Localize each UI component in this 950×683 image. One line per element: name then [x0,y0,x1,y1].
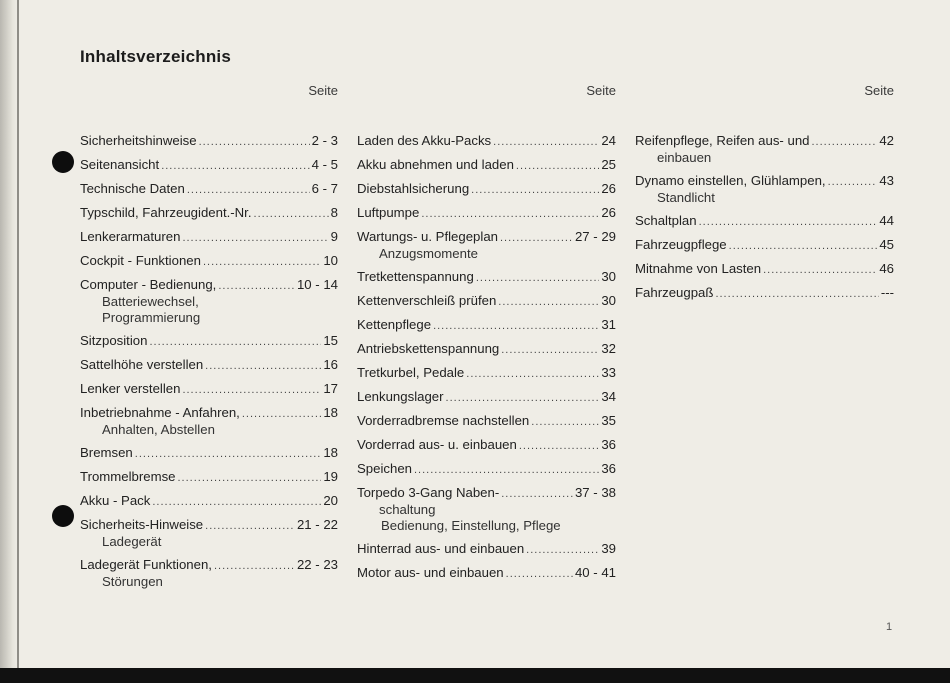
dot-leader [218,278,295,294]
toc-entry-label: Reifenpflege, Reifen aus- und [635,133,810,148]
toc-entry [357,133,616,150]
dot-leader [715,286,878,302]
toc-entry-page: 36 [601,461,616,476]
toc-item [357,317,616,334]
dot-leader [182,230,328,246]
toc-entry-label: Seitenansicht [80,157,160,172]
toc-entry [357,437,616,454]
toc-entry-label: Wartungs- u. Pflegeplan [357,229,498,244]
toc-item [357,293,616,310]
toc-entry-page: 22 - 23 [296,557,338,572]
toc-item [80,277,338,326]
toc-entry [80,493,338,510]
dot-leader [205,518,295,534]
toc-item [80,517,338,550]
toc-entry [80,469,338,486]
toc-entry-page: 34 [601,389,616,404]
toc-entry-page: 10 - 14 [296,277,338,292]
toc-entry-label: Lenkungslager [357,389,444,404]
page-edge-shadow [0,0,18,668]
page-title: Inhaltsverzeichnis [80,47,231,66]
toc-item [80,445,338,462]
toc-item [80,469,338,486]
toc-item [635,173,894,206]
dot-leader [254,206,329,222]
toc-entry-page: 18 [323,445,338,460]
toc-entry-label: Technische Daten [80,181,185,196]
toc-entry-label: Torpedo 3-Gang Naben- [357,485,500,500]
toc-item [635,237,894,254]
toc-entry-page: 30 [601,269,616,284]
toc-entry-page: 15 [323,333,338,348]
toc-entry [80,517,338,534]
toc-item [357,133,616,150]
toc-entry-label: Sicherheitshinweise [80,133,197,148]
toc-entry-label: Vorderradbremse nachstellen [357,413,530,428]
seite-header-3: Seite [864,83,894,98]
toc-entry-page: 39 [601,541,616,556]
dot-leader [214,558,295,574]
toc-entry [357,389,616,406]
toc-entry [80,333,338,350]
toc-entry-label: Speichen [357,461,412,476]
dot-leader [828,174,878,190]
toc-item [635,261,894,278]
toc-entry-subline: Ladegerät [102,534,162,549]
toc-entry [357,461,616,478]
dot-leader [471,182,599,198]
margin-marker-dot [52,151,74,173]
toc-entries-1 [80,133,338,590]
toc-entry-page: 20 [323,493,338,508]
toc-column-1 [80,83,338,597]
toc-entry [357,269,616,286]
toc-item [80,493,338,510]
toc-entry-label: Trommelbremse [80,469,176,484]
toc-item [80,405,338,438]
toc-column-2 [357,83,616,589]
dot-leader [433,318,599,334]
toc-entry-label: Fahrzeugpaß [635,285,714,300]
toc-entry-label: Ladegerät Funktionen, [80,557,212,572]
toc-entry-subline: schaltung [379,502,436,517]
toc-entry-label: Tretkettenspannung [357,269,474,284]
dot-leader [516,158,599,174]
toc-entry-label: Computer - Bedienung, [80,277,217,292]
toc-item [357,269,616,286]
dot-leader [135,446,322,462]
toc-item [357,389,616,406]
toc-entry-label: Antriebskettenspannung [357,341,500,356]
toc-entry [80,405,338,422]
toc-entry-page: 37 - 38 [574,485,616,500]
toc-entry-label: Kettenverschleiß prüfen [357,293,497,308]
toc-entry-page: 24 [601,133,616,148]
dot-leader [421,206,599,222]
toc-entry-page: 18 [323,405,338,420]
dot-leader [526,542,599,558]
toc-entry-label: Motor aus- und einbauen [357,565,504,580]
dot-leader [466,366,599,382]
toc-entry-label: Hinterrad aus- und einbauen [357,541,525,556]
toc-entry-page: 19 [323,469,338,484]
toc-entry [357,157,616,174]
seite-header-1: Seite [308,83,338,98]
toc-entry-label: Mitnahme von Lasten [635,261,762,276]
toc-entry [635,173,894,190]
dot-leader [493,134,599,150]
toc-item [80,133,338,150]
toc-entry-subline: Anzugsmomente [379,246,478,261]
toc-entry-page: 17 [323,381,338,396]
toc-entry-page: 6 - 7 [311,181,338,196]
toc-entry-page: 44 [879,213,894,228]
toc-entry [635,261,894,278]
toc-entry-label: Laden des Akku-Packs [357,133,492,148]
toc-entry [80,133,338,150]
toc-entry-label: Dynamo einstellen, Glühlampen, [635,173,826,188]
dot-leader [161,158,309,174]
toc-entry-label: Akku - Pack [80,493,151,508]
toc-entry [635,133,894,150]
toc-entry [80,277,338,294]
dot-leader [699,214,878,230]
toc-column-3 [635,83,894,309]
dot-leader [729,238,878,254]
dot-leader [446,390,600,406]
scan-bottom-border [0,668,950,683]
toc-entry [357,565,616,582]
toc-entry-page: 4 - 5 [311,157,338,172]
binding-fold [17,0,19,668]
toc-entry [357,541,616,558]
toc-item [357,437,616,454]
toc-entry-label: Inbetriebnahme - Anfahren, [80,405,240,420]
dot-leader [203,254,321,270]
toc-entry-page: 9 [330,229,338,244]
toc-entry-page: 32 [601,341,616,356]
toc-entry-page: 36 [601,437,616,452]
toc-entry-page: 35 [601,413,616,428]
toc-entry-page: 30 [601,293,616,308]
toc-item [635,285,894,302]
dot-leader [506,566,573,582]
toc-entry-label: Tretkurbel, Pedale [357,365,465,380]
toc-item [357,413,616,430]
toc-entry [357,365,616,382]
toc-entry [80,157,338,174]
toc-entry-page: 21 - 22 [296,517,338,532]
toc-entry [357,181,616,198]
toc-entry-page: --- [880,285,894,300]
toc-item [80,205,338,222]
dot-leader [501,342,599,358]
toc-item [357,205,616,222]
toc-entry-label: Akku abnehmen und laden [357,157,514,172]
toc-entry-page: 40 - 41 [574,565,616,580]
toc-entry [635,237,894,254]
toc-entry-label: Fahrzeugpflege [635,237,727,252]
toc-item [357,541,616,558]
dot-leader [152,494,321,510]
toc-entry-label: Sitzposition [80,333,148,348]
toc-entry-label: Diebstahlsicherung [357,181,470,196]
toc-item [80,333,338,350]
dot-leader [182,382,321,398]
toc-item [357,365,616,382]
toc-entry-subline: Anhalten, Abstellen [102,422,215,437]
toc-entry-subline: Programmierung [102,310,201,325]
toc-entry [80,357,338,374]
toc-entry [357,341,616,358]
toc-entry [80,381,338,398]
dot-leader [811,134,877,150]
toc-entry-page: 45 [879,237,894,252]
dot-leader [242,406,322,422]
dot-leader [178,470,322,486]
toc-item [357,157,616,174]
toc-item [357,565,616,582]
toc-entry-subline: Batteriewechsel, [102,294,199,309]
toc-entry-page: 27 - 29 [574,229,616,244]
toc-entry-page: 10 [323,253,338,268]
toc-entries-3 [635,133,894,302]
dot-leader [187,182,310,198]
toc-item [357,485,616,534]
toc-entry [80,205,338,222]
toc-entry-subline: Bedienung, Einstellung, Pflege [381,518,561,533]
dot-leader [519,438,600,454]
dot-leader [205,358,321,374]
toc-entry-page: 33 [601,365,616,380]
toc-entry [357,317,616,334]
dot-leader [476,270,600,286]
dot-leader [501,486,573,502]
toc-entry-page: 25 [601,157,616,172]
toc-entry-page: 16 [323,357,338,372]
dot-leader [763,262,877,278]
toc-entry-page: 26 [601,205,616,220]
toc-item [80,253,338,270]
toc-entry-page: 26 [601,181,616,196]
page-number: 1 [886,621,893,633]
dot-leader [498,294,599,310]
toc-entry-subline: Standlicht [657,190,715,205]
toc-item [357,461,616,478]
dot-leader [531,414,599,430]
toc-entry [80,181,338,198]
dot-leader [414,462,599,478]
toc-entry-label: Typschild, Fahrzeugident.-Nr. [80,205,252,220]
toc-entry-page: 43 [879,173,894,188]
toc-item [357,341,616,358]
toc-entry-page: 46 [879,261,894,276]
toc-entry [80,445,338,462]
toc-entry [357,413,616,430]
toc-entry-label: Schaltplan [635,213,697,228]
toc-item [80,181,338,198]
toc-item [80,157,338,174]
toc-entry-label: Sattelhöhe verstellen [80,357,204,372]
toc-entry [357,293,616,310]
toc-entry-label: Lenker verstellen [80,381,181,396]
toc-entry-page: 42 [879,133,894,148]
seite-header-2: Seite [586,83,616,98]
toc-entry-subline: Störungen [102,574,163,589]
toc-item [357,181,616,198]
toc-entry [80,253,338,270]
margin-marker-dot [52,505,74,527]
toc-item [80,381,338,398]
toc-entry-label: Lenkerarmaturen [80,229,181,244]
toc-entry-label: Luftpumpe [357,205,420,220]
toc-entries-2 [357,133,616,582]
toc-entry [357,205,616,222]
toc-entry-label: Vorderrad aus- u. einbauen [357,437,517,452]
toc-entry [635,285,894,302]
toc-entry-label: Kettenpflege [357,317,432,332]
toc-entry [80,229,338,246]
toc-entry-subline: einbauen [657,150,712,165]
dot-leader [149,334,321,350]
toc-item [635,213,894,230]
toc-item [80,229,338,246]
toc-entry-page: 2 - 3 [311,133,338,148]
toc-entry [357,485,616,502]
toc-entry-page: 31 [601,317,616,332]
toc-item [80,357,338,374]
toc-item [635,133,894,166]
dot-leader [199,134,310,150]
toc-entry [635,213,894,230]
toc-entry [357,229,616,246]
dot-leader [500,230,573,246]
toc-entry-label: Bremsen [80,445,133,460]
toc-entry-label: Sicherheits-Hinweise [80,517,204,532]
toc-entry-label: Cockpit - Funktionen [80,253,201,268]
toc-item [80,557,338,590]
toc-entry-page: 8 [330,205,338,220]
toc-entry [80,557,338,574]
toc-item [357,229,616,262]
